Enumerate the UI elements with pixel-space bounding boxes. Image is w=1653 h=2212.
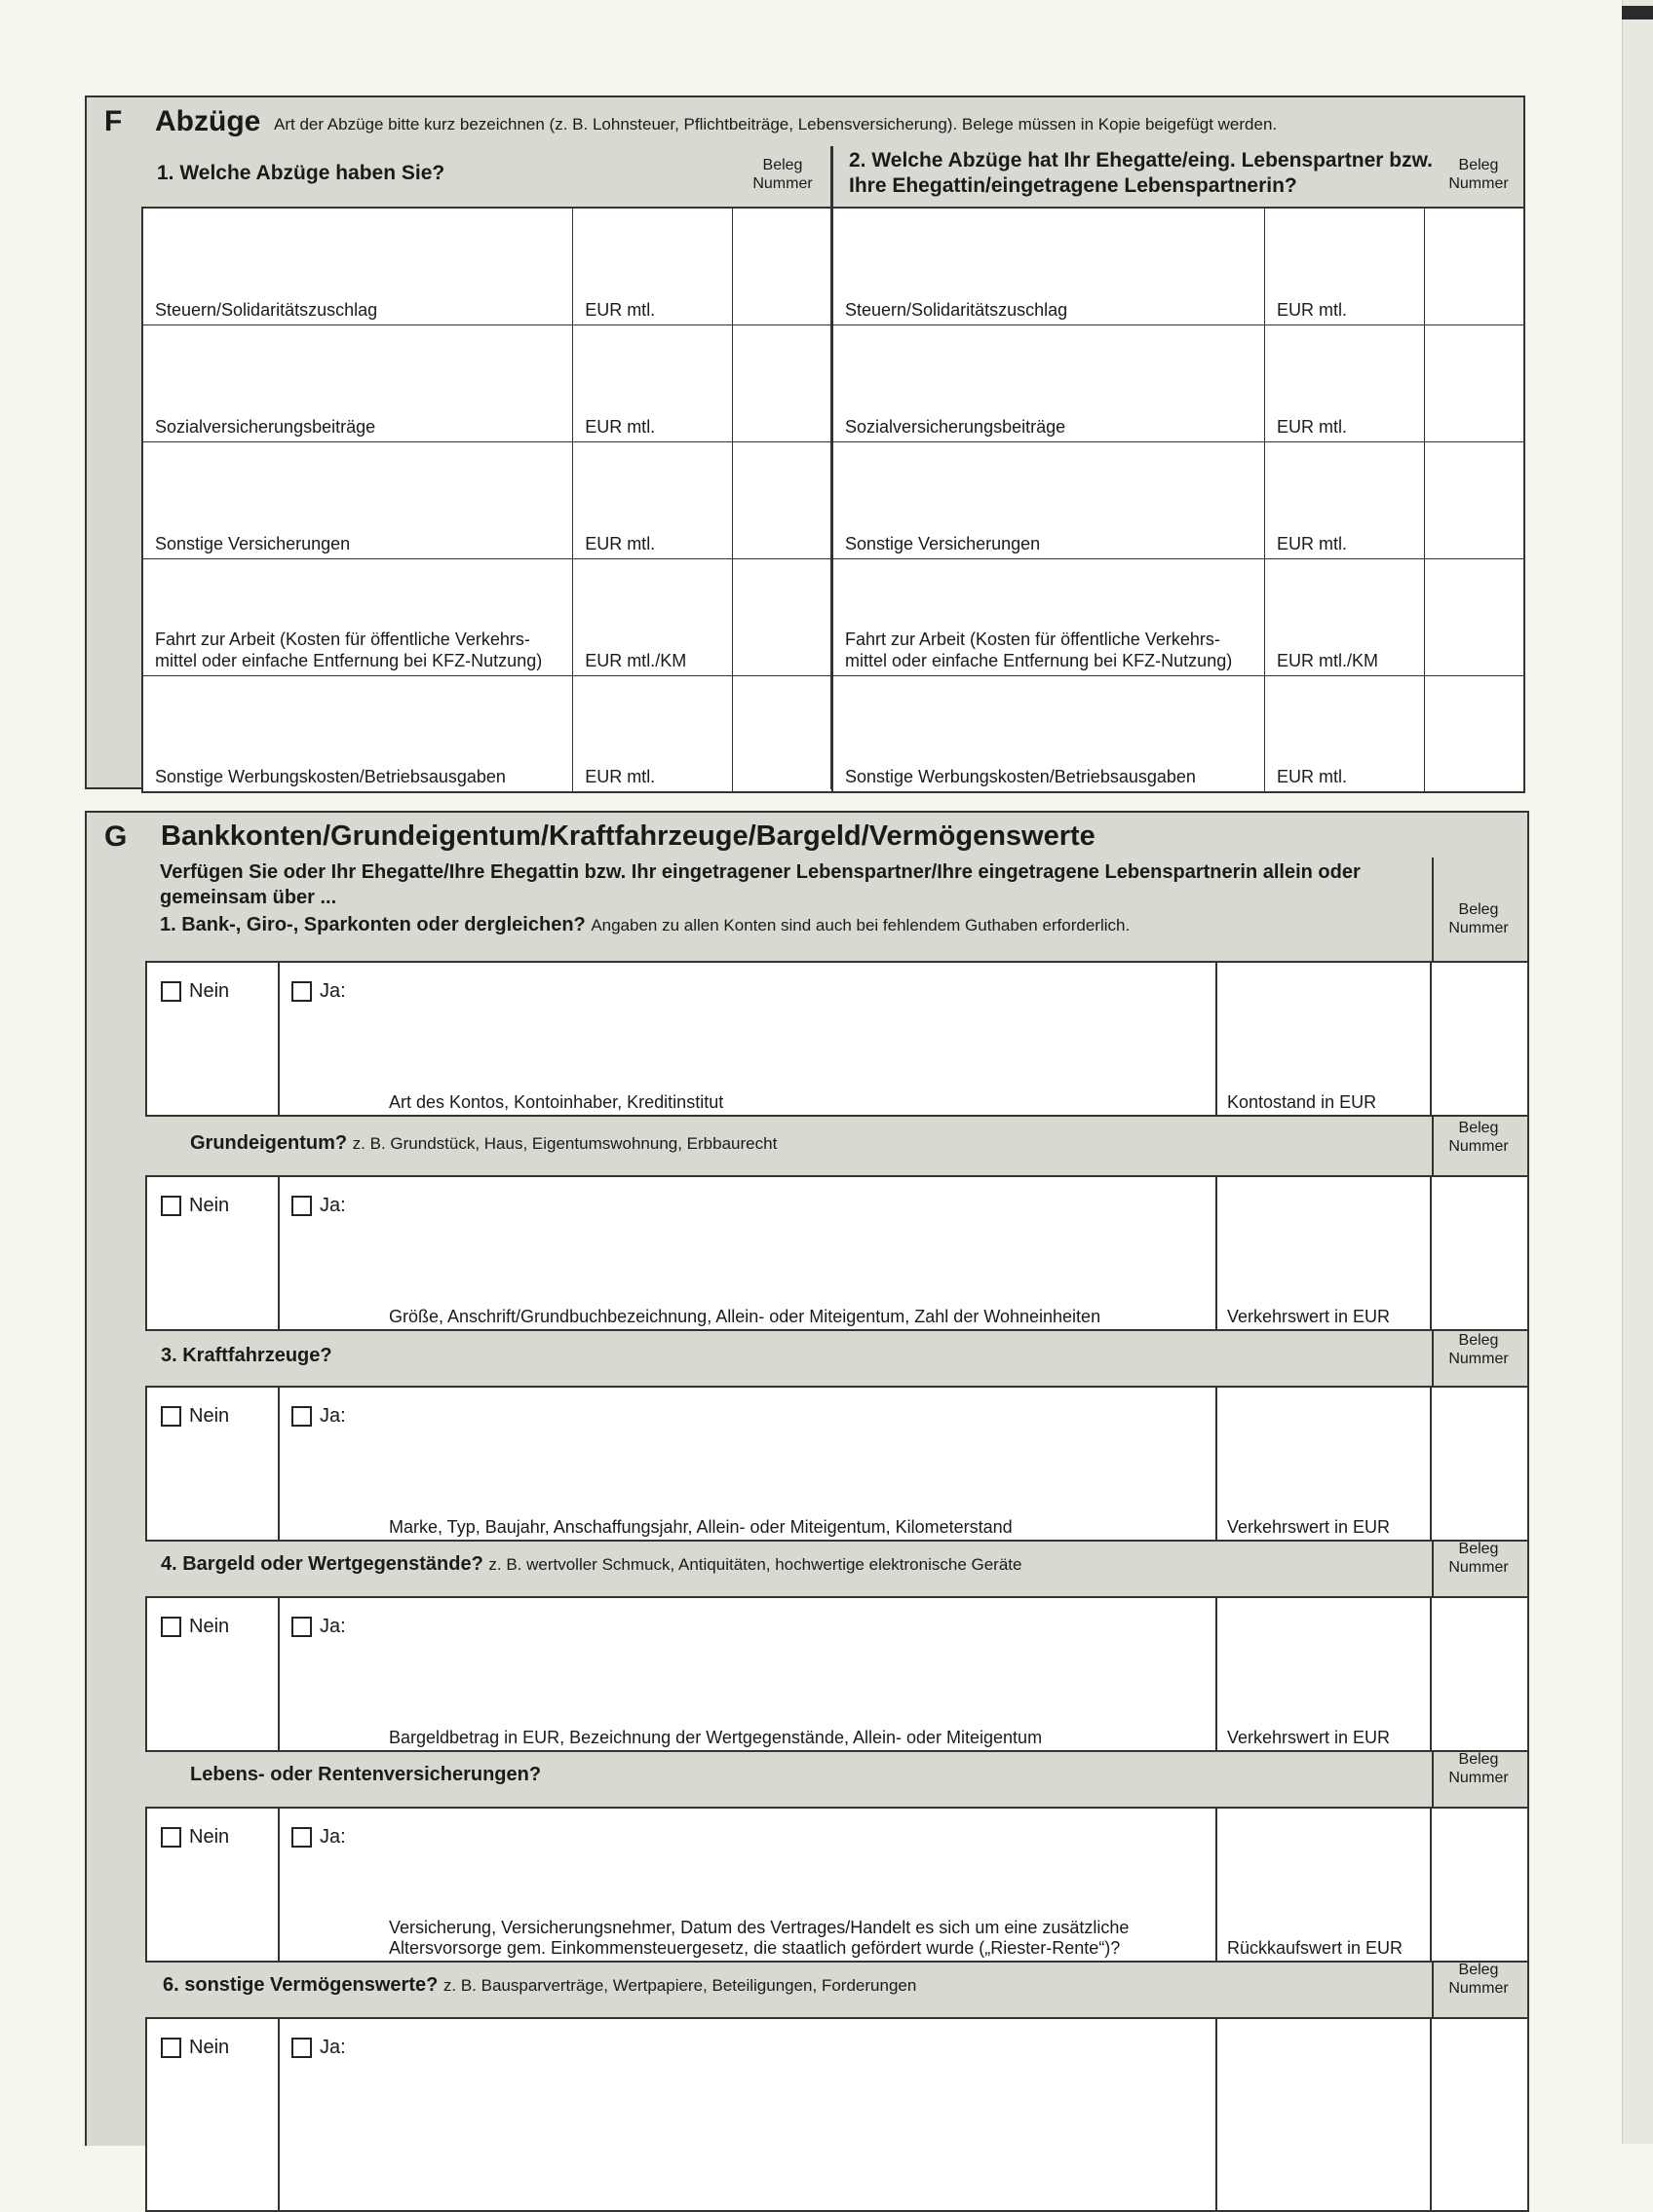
- value-label: Verkehrswert in EUR: [1227, 1517, 1391, 1537]
- deductions-table-self: [141, 207, 833, 793]
- ja-checkbox[interactable]: Ja:: [291, 1616, 346, 1638]
- ja-checkbox[interactable]: Ja:: [291, 1195, 346, 1217]
- deduction-amount-field[interactable]: EUR mtl.: [1264, 208, 1424, 324]
- deduction-label[interactable]: Sozialversicherungsbeiträge: [142, 324, 573, 441]
- ja-checkbox[interactable]: Ja:: [291, 980, 346, 1003]
- value-cell[interactable]: [1215, 2019, 1432, 2210]
- checkbox-icon[interactable]: [161, 1617, 181, 1637]
- deduction-label[interactable]: Sonstige Versicherungen: [142, 441, 573, 558]
- beleg-number-field[interactable]: [1424, 441, 1524, 558]
- page-edge: [1622, 0, 1653, 2144]
- section-g: [85, 811, 1529, 2146]
- beleg-header-left: Beleg Nummer: [752, 157, 813, 192]
- question-1: 1. Welche Abzüge haben Sie?: [157, 162, 445, 184]
- nein-checkbox[interactable]: Nein: [161, 2037, 229, 2059]
- beleg-header: Beleg Nummer: [1448, 1962, 1509, 1997]
- asset-question-5: Lebens- oder Rentenversicherungen?: [190, 1764, 542, 1785]
- section-intro: Verfügen Sie oder Ihr Ehegatte/Ihre Ehegattin bzw. Ihr eingetragener Lebenspartner/Ihre eingetragene Lebenspartnerin allein oder gemeinsam über ...: [160, 861, 1361, 908]
- asset-entry-box: [145, 1175, 1529, 1331]
- nein-checkbox[interactable]: Nein: [161, 1405, 229, 1428]
- checkbox-icon[interactable]: [161, 981, 181, 1002]
- deduction-label[interactable]: Sonstige Werbungskosten/Betriebsausgaben: [142, 675, 573, 792]
- deduction-label[interactable]: Fahrt zur Arbeit (Kosten für öffentliche Verkehrs-mittel oder einfache Entfernung bei KFZ-Nutzung): [832, 558, 1264, 675]
- description-field[interactable]: Bargeldbetrag in EUR, Bezeichnung der Wertgegenstände, Allein- oder Miteigentum: [389, 1728, 1043, 1747]
- description-field[interactable]: Versicherung, Versicherungsnehmer, Datum des Vertrages/Handelt es sich um eine zusätzliche Altersvorsorge gem. Einkommensteuergesetz, die staatlich gefördert wurde („Riester-Rente“)?: [389, 1918, 1130, 1958]
- deduction-label[interactable]: Steuern/Solidaritätszuschlag: [142, 208, 573, 324]
- deduction-row: [832, 208, 1524, 324]
- deduction-label[interactable]: Sonstige Werbungskosten/Betriebsausgaben: [832, 675, 1264, 792]
- beleg-number-field[interactable]: [1424, 675, 1524, 792]
- deduction-row: [832, 558, 1524, 675]
- deduction-amount-field[interactable]: EUR mtl.: [1264, 324, 1424, 441]
- deduction-label[interactable]: Steuern/Solidaritätszuschlag: [832, 208, 1264, 324]
- section-f: [85, 95, 1525, 789]
- section-letter: F: [104, 105, 123, 137]
- beleg-number-field[interactable]: [732, 558, 832, 675]
- ja-checkbox[interactable]: Ja:: [291, 2037, 346, 2059]
- nein-checkbox[interactable]: Nein: [161, 1195, 229, 1217]
- deduction-amount-field[interactable]: EUR mtl./KM: [1264, 558, 1424, 675]
- checkbox-icon[interactable]: [291, 1827, 312, 1848]
- asset-question-4: 4. Bargeld oder Wertgegenstände? z. B. wertvoller Schmuck, Antiquitäten, hochwertige elektronische Geräte: [161, 1553, 1022, 1575]
- beleg-number-field[interactable]: [732, 675, 832, 792]
- asset-entry-box: [145, 961, 1529, 1117]
- question-2: 2. Welche Abzüge hat Ihr Ehegatte/eing. Lebenspartner bzw. Ihre Ehegattin/eingetragene Lebenspartnerin?: [849, 149, 1433, 197]
- asset-question-1: 1. Bank-, Giro-, Sparkonten oder dergleichen? Angaben zu allen Konten sind auch bei fehlendem Guthaben erforderlich.: [160, 914, 1131, 935]
- description-field[interactable]: Marke, Typ, Baujahr, Anschaffungsjahr, Allein- oder Miteigentum, Kilometerstand: [389, 1517, 1013, 1537]
- section-title: Bankkonten/Grundeigentum/Kraftfahrzeuge/Bargeld/Vermögenswerte: [161, 820, 1096, 852]
- asset-entry-box: [145, 1596, 1529, 1752]
- checkbox-icon[interactable]: [291, 1196, 312, 1216]
- beleg-header-right: Beleg Nummer: [1448, 157, 1509, 192]
- deduction-row: [142, 441, 832, 558]
- deduction-row: [832, 675, 1524, 792]
- section-note: Art der Abzüge bitte kurz bezeichnen (z. B. Lohnsteuer, Pflichtbeiträge, Lebensversicherung). Belege müssen in Kopie beigefügt werden.: [274, 115, 1278, 133]
- asset-entry-box: [145, 1807, 1529, 1963]
- value-label: Verkehrswert in EUR: [1227, 1307, 1391, 1326]
- beleg-header: Beleg Nummer: [1448, 901, 1509, 936]
- deduction-row: [142, 558, 832, 675]
- nein-checkbox[interactable]: Nein: [161, 1616, 229, 1638]
- nein-checkbox[interactable]: Nein: [161, 1826, 229, 1849]
- deduction-amount-field[interactable]: EUR mtl.: [1264, 441, 1424, 558]
- asset-question-3: 3. Kraftfahrzeuge?: [161, 1345, 332, 1366]
- checkbox-icon[interactable]: [291, 2038, 312, 2058]
- column-divider: [830, 146, 833, 789]
- asset-entry-box: [145, 1386, 1529, 1542]
- value-label: Kontostand in EUR: [1227, 1092, 1377, 1112]
- beleg-number-field[interactable]: [732, 208, 832, 324]
- deduction-row: [142, 208, 832, 324]
- deduction-amount-field[interactable]: EUR mtl.: [573, 441, 733, 558]
- deduction-amount-field[interactable]: EUR mtl./KM: [573, 558, 733, 675]
- checkbox-icon[interactable]: [291, 981, 312, 1002]
- section-title: Abzüge: [155, 105, 261, 137]
- page-edge-dark: [1622, 6, 1653, 19]
- beleg-number-field[interactable]: [1424, 324, 1524, 441]
- beleg-number-field[interactable]: [732, 324, 832, 441]
- deduction-amount-field[interactable]: EUR mtl.: [1264, 675, 1424, 792]
- beleg-number-field[interactable]: [1424, 208, 1524, 324]
- deduction-amount-field[interactable]: EUR mtl.: [573, 324, 733, 441]
- beleg-header: Beleg Nummer: [1448, 1120, 1509, 1155]
- nein-checkbox[interactable]: Nein: [161, 980, 229, 1003]
- deduction-row: [142, 324, 832, 441]
- deduction-amount-field[interactable]: EUR mtl.: [573, 208, 733, 324]
- description-field[interactable]: Größe, Anschrift/Grundbuchbezeichnung, Allein- oder Miteigentum, Zahl der Wohneinheiten: [389, 1307, 1101, 1326]
- checkbox-icon[interactable]: [291, 1406, 312, 1427]
- value-label: Verkehrswert in EUR: [1227, 1728, 1391, 1747]
- deduction-row: [142, 675, 832, 792]
- deduction-label[interactable]: Fahrt zur Arbeit (Kosten für öffentliche Verkehrs-mittel oder einfache Entfernung bei KFZ-Nutzung): [142, 558, 573, 675]
- deduction-label[interactable]: Sozialversicherungsbeiträge: [832, 324, 1264, 441]
- beleg-header: Beleg Nummer: [1448, 1751, 1509, 1786]
- beleg-number-field[interactable]: [1424, 558, 1524, 675]
- beleg-header: Beleg Nummer: [1448, 1332, 1509, 1367]
- deduction-amount-field[interactable]: EUR mtl.: [573, 675, 733, 792]
- checkbox-icon[interactable]: [161, 1827, 181, 1848]
- section-letter: G: [104, 820, 128, 853]
- beleg-header: Beleg Nummer: [1448, 1541, 1509, 1576]
- checkbox-icon[interactable]: [161, 1196, 181, 1216]
- checkbox-icon[interactable]: [291, 1617, 312, 1637]
- asset-question-2: Grundeigentum? z. B. Grundstück, Haus, Eigentumswohnung, Erbbaurecht: [190, 1132, 778, 1154]
- asset-entry-box: [145, 2017, 1529, 2212]
- checkbox-icon[interactable]: [161, 2038, 181, 2058]
- ja-checkbox[interactable]: Ja:: [291, 1405, 346, 1428]
- deduction-row: [832, 441, 1524, 558]
- beleg-number-field[interactable]: [732, 441, 832, 558]
- deduction-label[interactable]: Sonstige Versicherungen: [832, 441, 1264, 558]
- description-field[interactable]: Art des Kontos, Kontoinhaber, Kreditinstitut: [389, 1092, 724, 1112]
- deduction-row: [832, 324, 1524, 441]
- value-label: Rückkaufswert in EUR: [1227, 1938, 1403, 1958]
- deductions-table-partner: [831, 207, 1525, 793]
- ja-checkbox[interactable]: Ja:: [291, 1826, 346, 1849]
- checkbox-icon[interactable]: [161, 1406, 181, 1427]
- asset-question-6: 6. sonstige Vermögenswerte? z. B. Bausparverträge, Wertpapiere, Beteiligungen, Forderungen: [163, 1974, 917, 1996]
